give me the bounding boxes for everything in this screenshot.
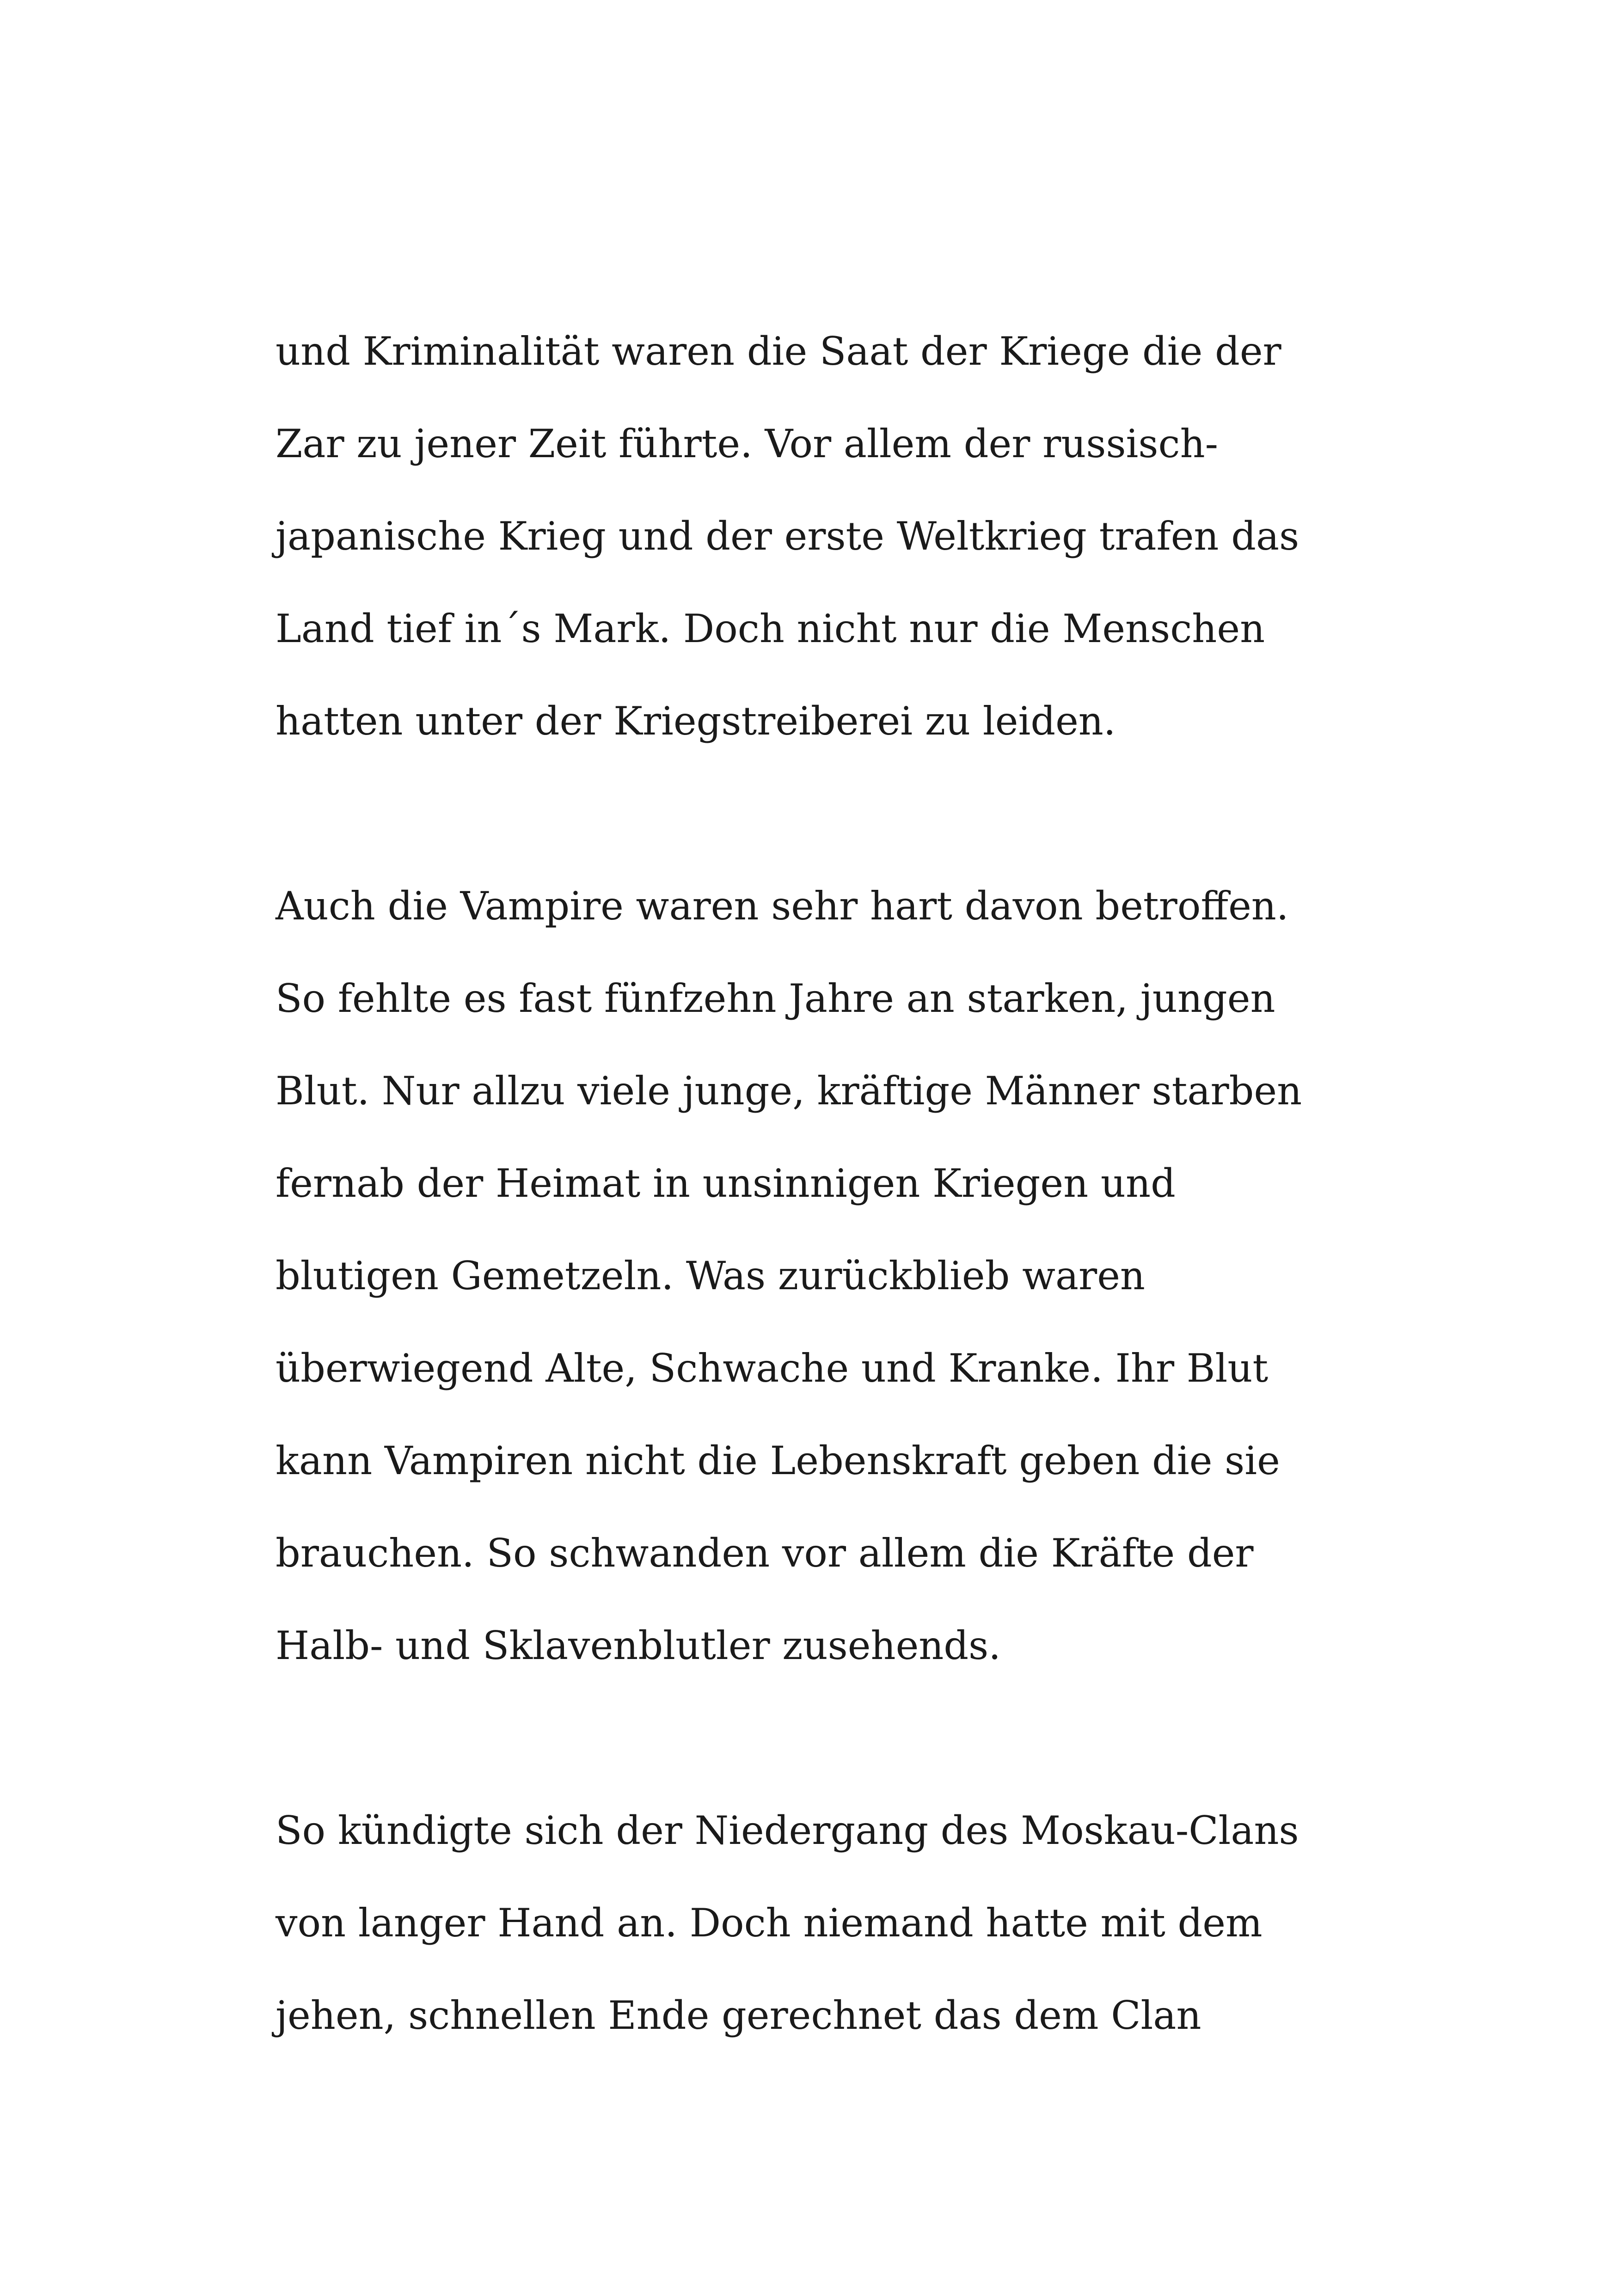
text-line: Blut. Nur allzu viele junge, kräftige Männer starben xyxy=(276,1068,1302,1114)
body-text xyxy=(276,305,1385,2062)
text-line: und Kriminalität waren die Saat der Kriege die der xyxy=(276,329,1281,374)
text-line: von langer Hand an. Doch niemand hatte mit dem xyxy=(276,1900,1263,1946)
text-line: jehen, schnellen Ende gerechnet das dem Clan xyxy=(276,1993,1201,2038)
text-line: hatten unter der Kriegstreiberei zu leiden. xyxy=(276,698,1116,744)
paragraph-3 xyxy=(276,1784,1385,2062)
text-line: Zar zu jener Zeit führte. Vor allem der russisch- xyxy=(276,421,1219,466)
text-line: brauchen. So schwanden vor allem die Kräfte der xyxy=(276,1531,1254,1576)
text-line: So kündigte sich der Niedergang des Moskau-Clans xyxy=(276,1808,1299,1853)
text-line: blutigen Gemetzeln. Was zurückblieb waren xyxy=(276,1253,1146,1298)
text-line: Halb- und Sklavenblutler zusehends. xyxy=(276,1623,1001,1668)
text-line: kann Vampiren nicht die Lebenskraft geben die sie xyxy=(276,1438,1280,1483)
paragraph-1 xyxy=(276,305,1385,767)
text-line: Auch die Vampire waren sehr hart davon betroffen. xyxy=(276,883,1289,929)
text-line: fernab der Heimat in unsinnigen Kriegen und xyxy=(276,1161,1176,1206)
text-line: Land tief in´s Mark. Doch nicht nur die Menschen xyxy=(276,606,1265,651)
text-line: überwiegend Alte, Schwache und Kranke. Ihr Blut xyxy=(276,1346,1269,1391)
text-line: So fehlte es fast fünfzehn Jahre an starken, jungen xyxy=(276,976,1275,1021)
paragraph-2 xyxy=(276,860,1385,1692)
text-line: japanische Krieg und der erste Weltkrieg trafen das xyxy=(276,514,1299,559)
